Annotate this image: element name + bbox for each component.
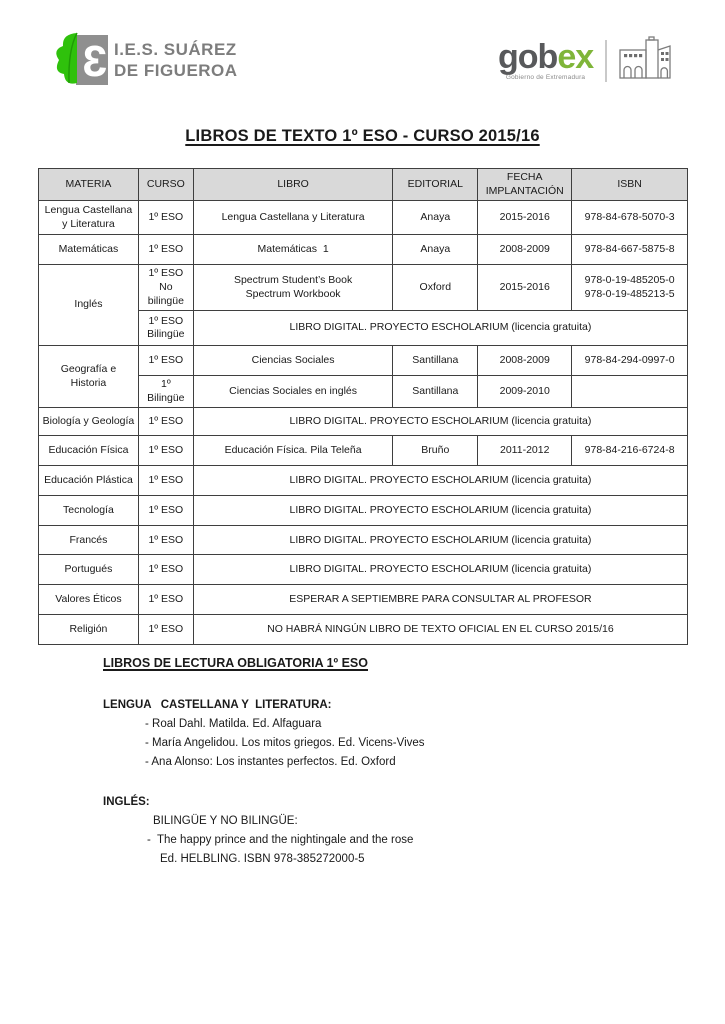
table-cell: Educación Física <box>39 436 139 466</box>
table-cell: 1º ESO <box>138 496 193 526</box>
table-cell: NO HABRÁ NINGÚN LIBRO DE TEXTO OFICIAL EN EL CURSO 2015/16 <box>193 615 687 645</box>
table-cell: 1º ESO <box>138 466 193 496</box>
table-cell: Matemáticas 1 <box>193 235 393 265</box>
table-cell: ESPERAR A SEPTIEMBRE PARA CONSULTAR AL PROFESOR <box>193 585 687 615</box>
table-cell: 1º ESO <box>138 346 193 376</box>
table-cell: 2011-2012 <box>478 436 572 466</box>
table-cell: 1º Bilingüe <box>138 376 193 408</box>
gobex-logo <box>498 36 671 85</box>
table-row <box>39 235 688 265</box>
table-cell: Santillana <box>393 376 478 408</box>
ingles-block <box>103 793 623 869</box>
table-cell: 1º ESO <box>138 235 193 265</box>
table-cell: 1º ESO <box>138 526 193 555</box>
list-item: - María Angelidou. Los mitos griegos. Ed. Vicens-Vives <box>145 737 425 749</box>
table-cell: Educación Física. Pila Teleña <box>193 436 393 466</box>
table-cell: Geografía e Historia <box>39 346 139 408</box>
table-cell <box>572 376 688 408</box>
table-cell: Tecnología <box>39 496 139 526</box>
list-item: Ed. HELBLING. ISBN 978-385272000-5 <box>160 853 365 865</box>
reading-list-section <box>103 654 623 869</box>
table-row <box>39 526 688 555</box>
table-cell: Religión <box>39 615 139 645</box>
table-cell: 1º ESO No bilingüe <box>138 265 193 311</box>
buildings-icon <box>619 36 671 85</box>
gobex-gob-text: gob <box>498 37 558 76</box>
table-cell: Matemáticas <box>39 235 139 265</box>
table-cell: LIBRO DIGITAL. PROYECTO ESCHOLARIUM (licencia gratuita) <box>193 555 687 585</box>
list-item: - The happy prince and the nightingale and the rose <box>147 834 414 846</box>
table-cell: LIBRO DIGITAL. PROYECTO ESCHOLARIUM (licencia gratuita) <box>193 496 687 526</box>
school-name <box>114 39 238 82</box>
table-cell: 978-0-19-485205-0 978-0-19-485213-5 <box>572 265 688 311</box>
table-cell: LIBRO DIGITAL. PROYECTO ESCHOLARIUM (licencia gratuita) <box>193 408 687 436</box>
table-cell: Lengua Castellana y Literatura <box>39 201 139 235</box>
col-header-isbn: ISBN <box>572 169 688 201</box>
table-cell: 978-84-216-6724-8 <box>572 436 688 466</box>
table-cell: Ciencias Sociales <box>193 346 393 376</box>
table-cell: 2008-2009 <box>478 346 572 376</box>
table-row <box>39 201 688 235</box>
table-cell: 1º ESO <box>138 408 193 436</box>
page-title: LIBROS DE TEXTO 1º ESO - CURSO 2015/16 <box>185 127 540 145</box>
lengua-heading: LENGUA CASTELLANA Y LITERATURA: <box>103 699 332 711</box>
table-cell: Santillana <box>393 346 478 376</box>
school-logo <box>54 30 238 90</box>
table-cell: Bruño <box>393 436 478 466</box>
table-cell: Anaya <box>393 201 478 235</box>
table-row <box>39 466 688 496</box>
table-cell: Inglés <box>39 265 139 346</box>
table-cell: 2008-2009 <box>478 235 572 265</box>
col-header-materia: MATERIA <box>39 169 139 201</box>
table-cell: 2015-2016 <box>478 201 572 235</box>
gobex-subtitle: Gobierno de Extremadura <box>505 73 586 81</box>
table-cell: LIBRO DIGITAL. PROYECTO ESCHOLARIUM (licencia gratuita) <box>193 526 687 555</box>
table-header-row <box>39 169 688 201</box>
table-cell: 1º ESO <box>138 555 193 585</box>
table-cell: Educación Plástica <box>39 466 139 496</box>
table-cell: 978-84-678-5070-3 <box>572 201 688 235</box>
table-row <box>39 408 688 436</box>
table-cell: 2015-2016 <box>478 265 572 311</box>
list-item: - Ana Alonso: Los instantes perfectos. Ed. Oxford <box>145 756 396 768</box>
table-cell: Valores Éticos <box>39 585 139 615</box>
table-cell: 1º ESO <box>138 201 193 235</box>
table-row <box>39 265 688 311</box>
table-row <box>39 346 688 376</box>
table-row <box>39 585 688 615</box>
ingles-heading: INGLÉS: <box>103 796 150 808</box>
table-row <box>39 555 688 585</box>
list-item: - Roal Dahl. Matilda. Ed. Alfaguara <box>145 718 322 730</box>
table-cell: 1º ESO <box>138 615 193 645</box>
table-cell: Biología y Geología <box>39 408 139 436</box>
table-cell: Francés <box>39 526 139 555</box>
table-row <box>39 615 688 645</box>
table-cell: LIBRO DIGITAL. PROYECTO ESCHOLARIUM (licencia gratuita) <box>193 466 687 496</box>
col-header-curso: CURSO <box>138 169 193 201</box>
reading-list-title: LIBROS DE LECTURA OBLIGATORIA 1º ESO <box>103 656 368 670</box>
logo-divider <box>605 40 607 82</box>
fig-leaf-logo-icon <box>54 30 108 90</box>
table-cell: 978-84-294-0997-0 <box>572 346 688 376</box>
gobex-ex-text: ex <box>557 37 594 76</box>
table-cell: Lengua Castellana y Literatura <box>193 201 393 235</box>
col-header-fecha: FECHA IMPLANTACIÓN <box>478 169 572 201</box>
col-header-libro: LIBRO <box>193 169 393 201</box>
table-cell: Spectrum Student’s Book Spectrum Workbook <box>193 265 393 311</box>
table-cell: 2009-2010 <box>478 376 572 408</box>
school-name-line1: I.E.S. SUÁREZ <box>114 39 237 59</box>
ingles-subheading: BILINGÜE Y NO BILINGÜE: <box>153 815 298 827</box>
textbooks-table <box>38 168 688 645</box>
table-cell: Ciencias Sociales en inglés <box>193 376 393 408</box>
table-row <box>39 496 688 526</box>
table-cell: Portugués <box>39 555 139 585</box>
table-cell: Anaya <box>393 235 478 265</box>
school-name-line2: DE FIGUEROA <box>114 61 238 80</box>
table-cell: 1º ESO <box>138 585 193 615</box>
table-cell: Oxford <box>393 265 478 311</box>
gobex-wordmark <box>498 37 594 82</box>
svg-text:3: 3 <box>82 37 107 86</box>
col-header-editorial: EDITORIAL <box>393 169 478 201</box>
table-cell: 978-84-667-5875-8 <box>572 235 688 265</box>
table-cell: 1º ESO Bilingüe <box>138 311 193 346</box>
table-row <box>39 436 688 466</box>
table-cell: LIBRO DIGITAL. PROYECTO ESCHOLARIUM (licencia gratuita) <box>193 311 687 346</box>
table-cell: 1º ESO <box>138 436 193 466</box>
